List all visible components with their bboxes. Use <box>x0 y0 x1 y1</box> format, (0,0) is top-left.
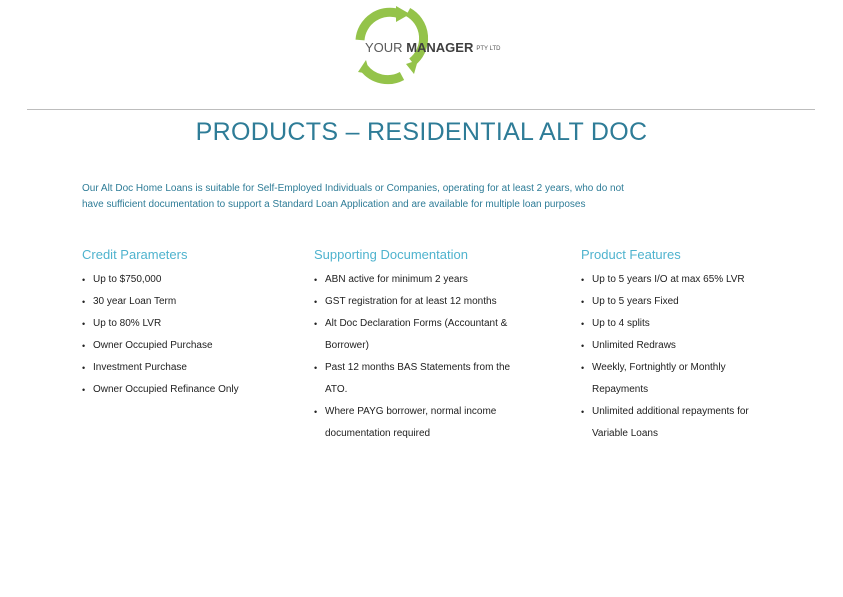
credit-parameters-column <box>82 247 242 397</box>
list-item: • Owner Occupied Refinance Only <box>82 379 242 397</box>
list-item: • Up to 5 years Fixed <box>581 291 771 313</box>
list-item: • Owner Occupied Purchase <box>82 335 242 357</box>
list-item: • Past 12 months BAS Statements from the ATO. <box>314 357 534 401</box>
logo-arrowhead-2 <box>406 60 418 74</box>
list-item: • Weekly, Fortnightly or Monthly Repayments <box>581 357 771 401</box>
list-item: • 30 year Loan Term <box>82 291 242 313</box>
list-item: • Where PAYG borrower, normal income documentation required <box>314 401 534 445</box>
logo-arrow-top <box>360 12 400 40</box>
product-features-list <box>581 269 771 445</box>
credit-parameters-list <box>82 269 242 397</box>
list-item: • Up to $750,000 <box>82 269 242 291</box>
logo-arrowhead-1 <box>396 6 410 22</box>
supporting-documentation-list <box>314 269 534 445</box>
list-item: • Alt Doc Declaration Forms (Accountant & Borrower) <box>314 313 534 357</box>
list-item: • Up to 5 years I/O at max 65% LVR <box>581 269 771 291</box>
list-item: • Up to 4 splits <box>581 313 771 335</box>
list-item: • GST registration for at least 12 months <box>314 291 534 313</box>
logo-wordmark <box>365 40 500 55</box>
logo-word-your: YOUR <box>365 40 403 55</box>
supporting-documentation-column <box>314 247 534 445</box>
list-item: • Investment Purchase <box>82 357 242 379</box>
list-item: • Up to 80% LVR <box>82 313 242 335</box>
list-item: • Unlimited Redraws <box>581 335 771 357</box>
product-features-column <box>581 247 771 445</box>
list-item: • Unlimited additional repayments for Variable Loans <box>581 401 771 445</box>
column-heading: Product Features <box>581 247 681 262</box>
list-item: • ABN active for minimum 2 years <box>314 269 534 291</box>
page-title: PRODUCTS – RESIDENTIAL ALT DOC <box>195 118 648 146</box>
column-heading: Credit Parameters <box>82 247 188 262</box>
intro-line-2: have sufficient documentation to support a Standard Loan Application and are available for multiple loan purposes <box>82 199 586 210</box>
logo-word-manager: MANAGER <box>406 40 474 55</box>
logo-suffix: PTY LTD <box>476 45 501 52</box>
header-divider <box>27 109 815 110</box>
intro-paragraph <box>82 181 702 213</box>
column-heading: Supporting Documentation <box>314 247 468 262</box>
intro-line-1: Our Alt Doc Home Loans is suitable for Self-Employed Individuals or Companies, operating for at least 2 years, who do not <box>82 183 624 194</box>
